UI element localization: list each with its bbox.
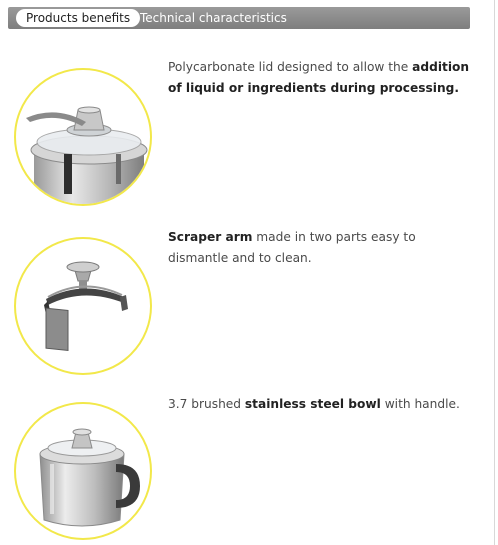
feature-bowl-text-after: with handle.: [380, 397, 460, 411]
lid-icon: [16, 70, 150, 204]
feature-lid-text: Polycarbonate lid designed to allow the: [168, 60, 413, 74]
feature-scraper-arm-text-after: made in two parts easy to dismantle and to clean.: [168, 230, 416, 265]
scraper-arm-image: [14, 237, 152, 375]
feature-bowl-description: [168, 394, 478, 415]
feature-scraper-arm-description: [168, 227, 478, 269]
feature-bowl-text: 3.7 brushed: [168, 397, 245, 411]
bowl-image: [14, 402, 152, 540]
tab-products-benefits[interactable]: Products benefits: [16, 9, 140, 27]
feature-scraper-arm-highlight: Scraper arm: [168, 230, 253, 244]
feature-lid-description: [168, 57, 478, 99]
tab-bar: [8, 7, 470, 29]
bowl-icon: [16, 404, 150, 538]
lid-image: [14, 68, 152, 206]
scraper-arm-icon: [16, 239, 150, 373]
panel-divider: [494, 0, 495, 545]
feature-bowl-highlight: stainless steel bowl: [244, 397, 381, 411]
feature-lid-highlight: addition of liquid or ingredients during processing.: [168, 60, 470, 95]
tab-technical-characteristics[interactable]: Technical characteristics: [140, 11, 287, 25]
